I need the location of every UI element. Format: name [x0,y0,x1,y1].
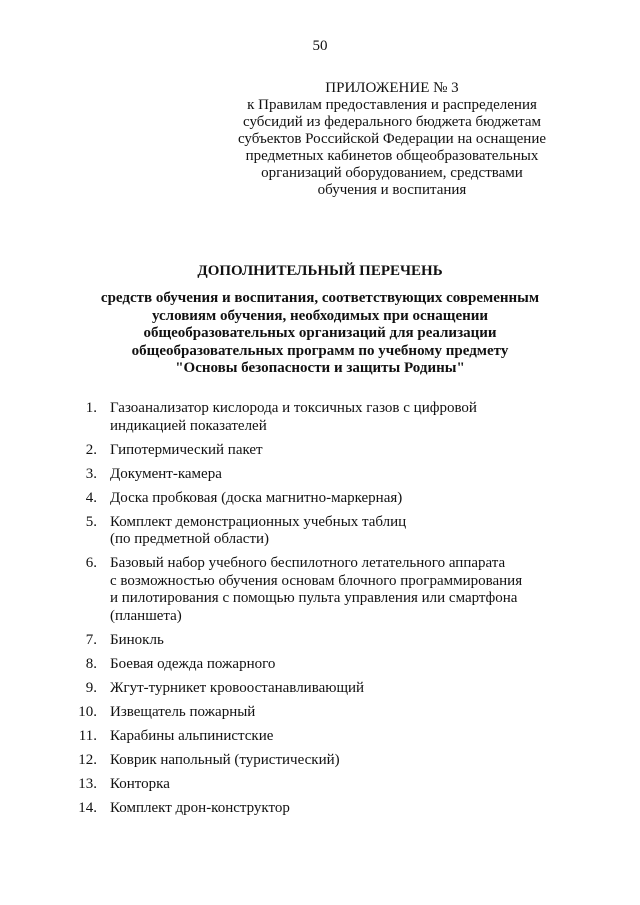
list-item [0,555,640,625]
item-number: 4. [85,489,97,506]
page-number: 50 [312,38,328,54]
item-text [110,442,640,460]
appendix-line: субсидий из федерального бюджета бюджетам [243,114,541,130]
item-number: 9. [85,679,97,696]
list-item [0,728,640,746]
item-text-line: Конторка [110,775,170,792]
document-title: ДОПОЛНИТЕЛЬНЫЙ ПЕРЕЧЕНЬ [197,263,443,279]
appendix-line: обучения и воспитания [317,182,467,198]
list-item [0,776,640,794]
item-text-line: Комплект демонстрационных учебных таблиц [110,513,407,530]
item-number: 5. [85,513,97,530]
item-number: 3. [85,465,97,482]
item-text-line: (планшета) [110,607,182,624]
subtitle-line: общеобразовательных организаций для реализации [143,325,497,341]
subtitle-line: условиям обучения, необходимых при оснащении [151,307,489,324]
item-text [110,680,640,698]
item-number: 12. [78,751,97,768]
item-text [110,704,640,722]
item-text [110,632,640,650]
appendix-line: ПРИЛОЖЕНИЕ № 3 [325,80,459,96]
list-item [0,656,640,674]
item-number: 1. [85,400,97,416]
item-number: 7. [85,631,97,648]
appendix-line: к Правилам предоставления и распределения [247,97,537,113]
appendix-line: субъектов Российской Федерации на оснащение [237,131,547,147]
list-item [0,490,640,508]
list-item [0,466,640,484]
list-item [0,514,640,549]
appendix-header [222,80,562,199]
list-item [0,680,640,698]
item-text-line: Газоанализатор кислорода и токсичных газов с цифровой [110,400,477,416]
item-number: 10. [78,703,97,720]
item-text [110,514,640,549]
item-text-line: Коврик напольный (туристический) [110,751,340,768]
item-text-line: Жгут-турникет кровоостанавливающий [110,679,365,696]
document-subtitle [60,290,580,378]
item-text [110,800,640,818]
item-text-line: Доска пробковая (доска магнитно-маркерная) [110,489,403,506]
item-number: 14. [78,799,97,816]
appendix-line: предметных кабинетов общеобразовательных [245,148,539,164]
item-number: 11. [78,727,97,744]
item-text-line: Извещатель пожарный [110,703,256,720]
item-text [110,752,640,770]
item-text-line: с возможностью обучения основам блочного программирования [110,572,523,589]
list-item [0,400,640,435]
list-item [0,752,640,770]
item-text-line: Боевая одежда пожарного [110,655,276,672]
item-number: 2. [85,441,97,458]
appendix-line: организаций оборудованием, средствами [261,165,523,181]
list-item [0,704,640,722]
item-text [110,400,640,435]
item-text-line: индикацией показателей [110,417,267,434]
item-text-line: Карабины альпинистские [110,727,274,744]
item-text-line: Бинокль [110,631,164,648]
item-number: 6. [85,555,97,571]
list-item [0,800,640,818]
item-text [110,466,640,484]
item-text [110,490,640,508]
item-text-line: Гипотермический пакет [110,441,263,458]
item-text-line: Базовый набор учебного беспилотного летательного аппарата [110,555,506,571]
list-item [0,632,640,650]
equipment-list [0,400,640,824]
item-number: 13. [78,775,97,792]
item-text [110,728,640,746]
item-text [110,776,640,794]
subtitle-line: общеобразовательных программ по учебному предмету [131,342,509,359]
item-text-line: и пилотирования с помощью пульта управления или смартфона [110,590,518,606]
item-text-line: Документ-камера [110,465,222,482]
list-item [0,442,640,460]
item-text [110,656,640,674]
subtitle-line: средств обучения и воспитания, соответствующих современным [100,290,540,306]
subtitle-line: "Основы безопасности и защиты Родины" [175,360,465,376]
item-text-line: Комплект дрон-конструктор [110,799,290,816]
item-text-line: (по предметной области) [110,531,270,547]
item-number: 8. [85,655,97,672]
item-text [110,555,640,625]
